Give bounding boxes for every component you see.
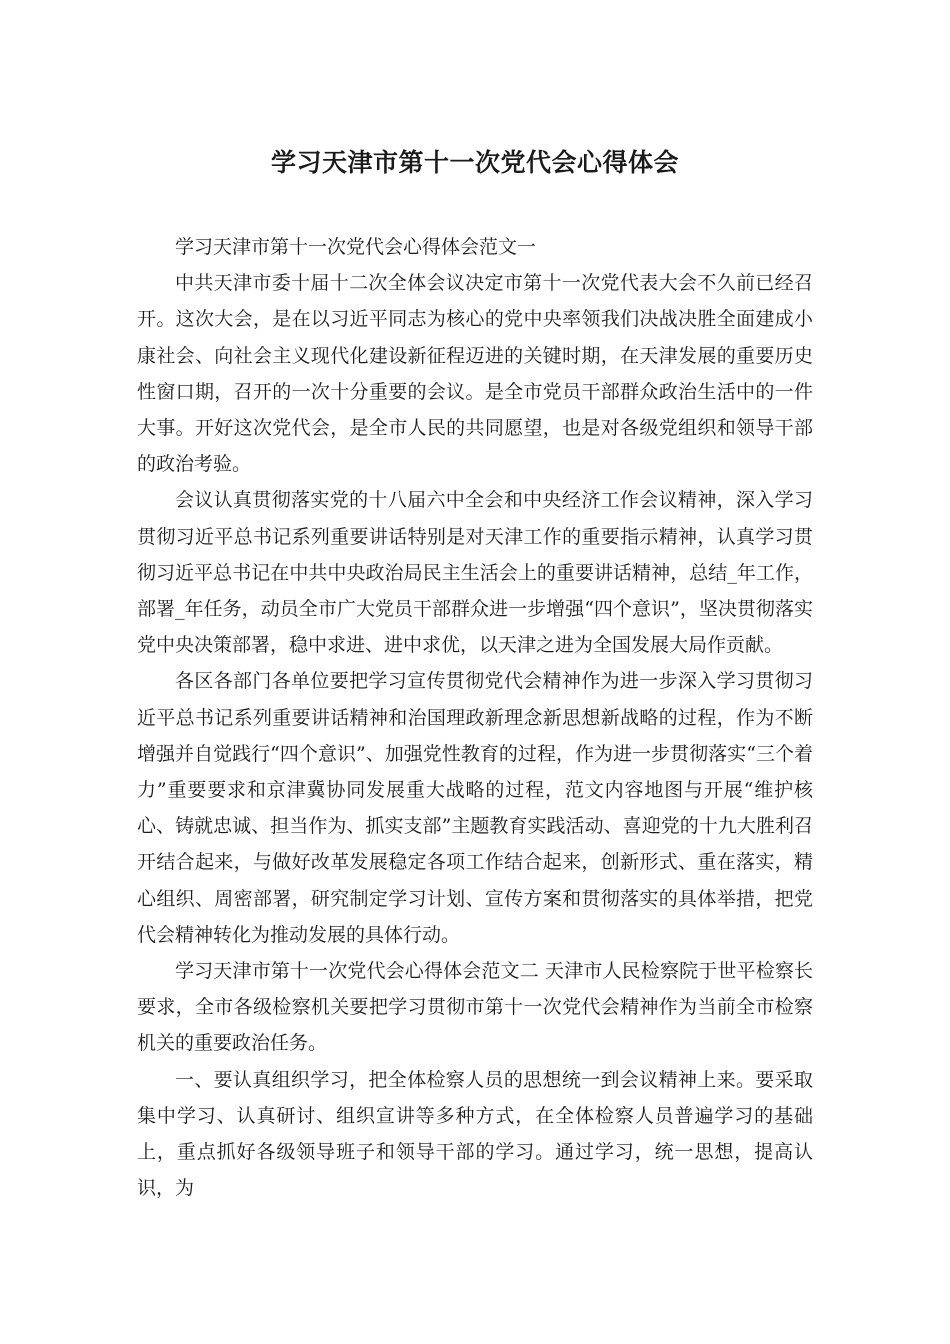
paragraph: 学习天津市第十一次党代会心得体会范文二 天津市人民检察院于世平检察长要求，全市各级检察机关要把学习贯彻市第十一次党代会精神作为当前全市检察机关的重要政治任务。 xyxy=(137,960,813,1055)
paragraph: 一、要认真组织学习，把全体检察人员的思想统一到会议精神上来。要采取集中学习、认真研讨、组织宣讲等多种方式，在全体检察人员普遍学习的基础上，重点抓好各级领导班子和领导干部的学习。通过学习，统一思想，提高认识，为 xyxy=(137,1068,813,1200)
subheading-sample-one: 学习天津市第十一次党代会心得体会范文一 xyxy=(175,236,537,258)
paragraph: 中共天津市委十届十二次全体会议决定市第十一次党代表大会不久前已经召开。这次大会，是在以习近平同志为核心的党中央率领我们决战决胜全面建成小康社会、向社会主义现代化建设新征程迈进的关键时期，在天津发展的重要历史性窗口期，召开的一次十分重要的会议。是全市党员干部群众政治生活中的一件大事。开好这次党代会，是全市人民的共同愿望，也是对各级党组织和领导干部的政治考验。 xyxy=(137,272,813,476)
document-title: 学习天津市第十一次党代会心得体会 xyxy=(270,148,679,177)
paragraph: 各区各部门各单位要把学习宣传贯彻党代会精神作为进一步深入学习贯彻习近平总书记系列重要讲话精神和治国理政新理念新思想新战略的过程，作为不断增强并自觉践行“四个意识”、加强党性教育的过程，作为进一步贯彻落实“三个着力”重要要求和京津冀协同发展重大战略的过程，范文内容地图与开展“维护核心、铸就忠诚、担当作为、抓实支部”主题教育实践活动、喜迎党的十九大胜利召开结合起来，与做好改革发展稳定各项工作结合起来，创新形式、重在落实，精心组织、周密部署，研究制定学习计划、宣传方案和贯彻落实的具体举措，把党代会精神转化为推动发展的具体行动。 xyxy=(137,670,813,946)
paragraph: 会议认真贯彻落实党的十八届六中全会和中央经济工作会议精神，深入学习贯彻习近平总书记系列重要讲话特别是对天津工作的重要指示精神，认真学习贯彻习近平总书记在中共中央政治局民主生活会上的重要讲话精神，总结_年工作，部署_年任务，动员全市广大党员干部群众进一步增强“四个意识”，坚决贯彻落实党中央决策部署，稳中求进、进中求优，以天津之进为全国发展大局作贡献。 xyxy=(137,489,813,657)
document-body xyxy=(137,229,813,1206)
